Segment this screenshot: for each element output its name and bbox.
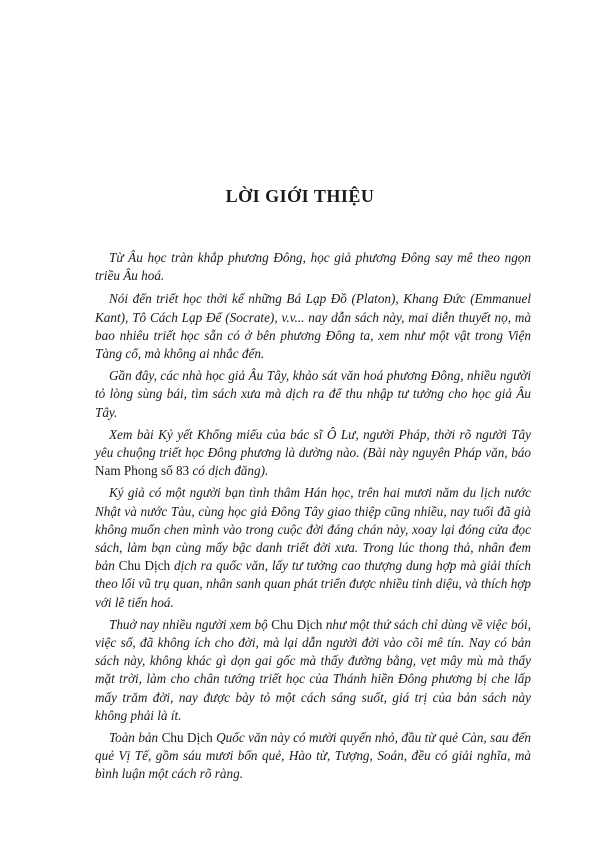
paragraph-5: Ký giả có một người bạn tình thâm Hán học, trên hai mươi năm du lịch nước Nhật và nước Tàu, cùng học giả Đông Tây giao thiệp cũng nhiều, nay tuổi đã già không muốn chen mình vào trong cuộc đời đáng chán này, xoay lại đóng cửa đọc sách, làm bạn cùng mấy bậc danh triết đời xưa. Trong lúc thong thả, nhân đem bản Chu Dịch dịch ra quốc văn, lấy tư tưởng cao thượng dung hợp mà giải thích theo lối vũ trụ quan, nhân sanh quan phát triển được nhiều tinh diệu, và thích hợp với lẽ tiến hoá. (95, 485, 531, 610)
introduction-body (95, 249, 531, 788)
paragraph-2: Nói đến triết học thời kế những Bá Lạp Đồ (Platon), Khang Đức (Emmanuel Kant), Tô Cách Lạp Để (Socrate), v.v... nay dẫn sách này, mai diễn thuyết nọ, mà bao nhiêu triết học sẵn có ở bên phương Đông ta, xem như một vật trong Viện Tàng cổ, mà không ai nhắc đến. (95, 291, 531, 362)
paragraph-6: Thuở nay nhiều người xem bộ Chu Dịch như một thứ sách chỉ dùng về việc bói, việc số, đã không ích cho đời, mà lại dẫn người đời vào cõi mê tín. Nay có bản sách này, không khác gì dọn gai gốc mà thấy đường bằng, vẹt mây mù mà thấy mặt trời, làm cho chân tướng triết học của Thánh hiền Đông phương bị che lấp mấy trăm đời, nay được bày tỏ một cách sáng suốt, giá trị của bản sách này không phải là ít. (95, 616, 531, 723)
paragraph-1: Từ Âu học tràn khắp phương Đông, học giả phương Đông say mê theo ngọn triều Âu hoá. (95, 250, 531, 284)
paragraph-4: Xem bài Kỷ yết Khổng miếu của bác sĩ Ô Lư, người Pháp, thời rõ người Tây yêu chuộng triết học Đông phương là dường nào. (Bài này nguyên Pháp văn, báo Nam Phong số 83 có dịch đăng). (95, 426, 531, 479)
page-title: LỜI GIỚI THIỆU (225, 186, 375, 206)
paragraph-3: Gần đây, các nhà học giả Âu Tây, khảo sát văn hoá phương Đông, nhiều người tỏ lòng sùng bái, tìm sách xưa mà dịch ra để thu nhập tư tưởng cho học giả Âu Tây. (95, 368, 531, 420)
book-title: Chu Dịch (161, 730, 213, 746)
book-title: Chu Dịch (118, 558, 171, 574)
book-title: Chu Dịch (271, 616, 323, 632)
paragraph-7: Toàn bản Chu Dịch Quốc văn này có mười quyển nhỏ, đầu từ quẻ Càn, sau đến quẻ Vị Tế, gồm sáu mươi bốn quẻ, Hào từ, Tượng, Soán, đều có giải nghĩa, mà bình luận một cách rõ ràng. (95, 730, 531, 782)
newspaper-reference: Nam Phong số 83 (95, 463, 190, 479)
